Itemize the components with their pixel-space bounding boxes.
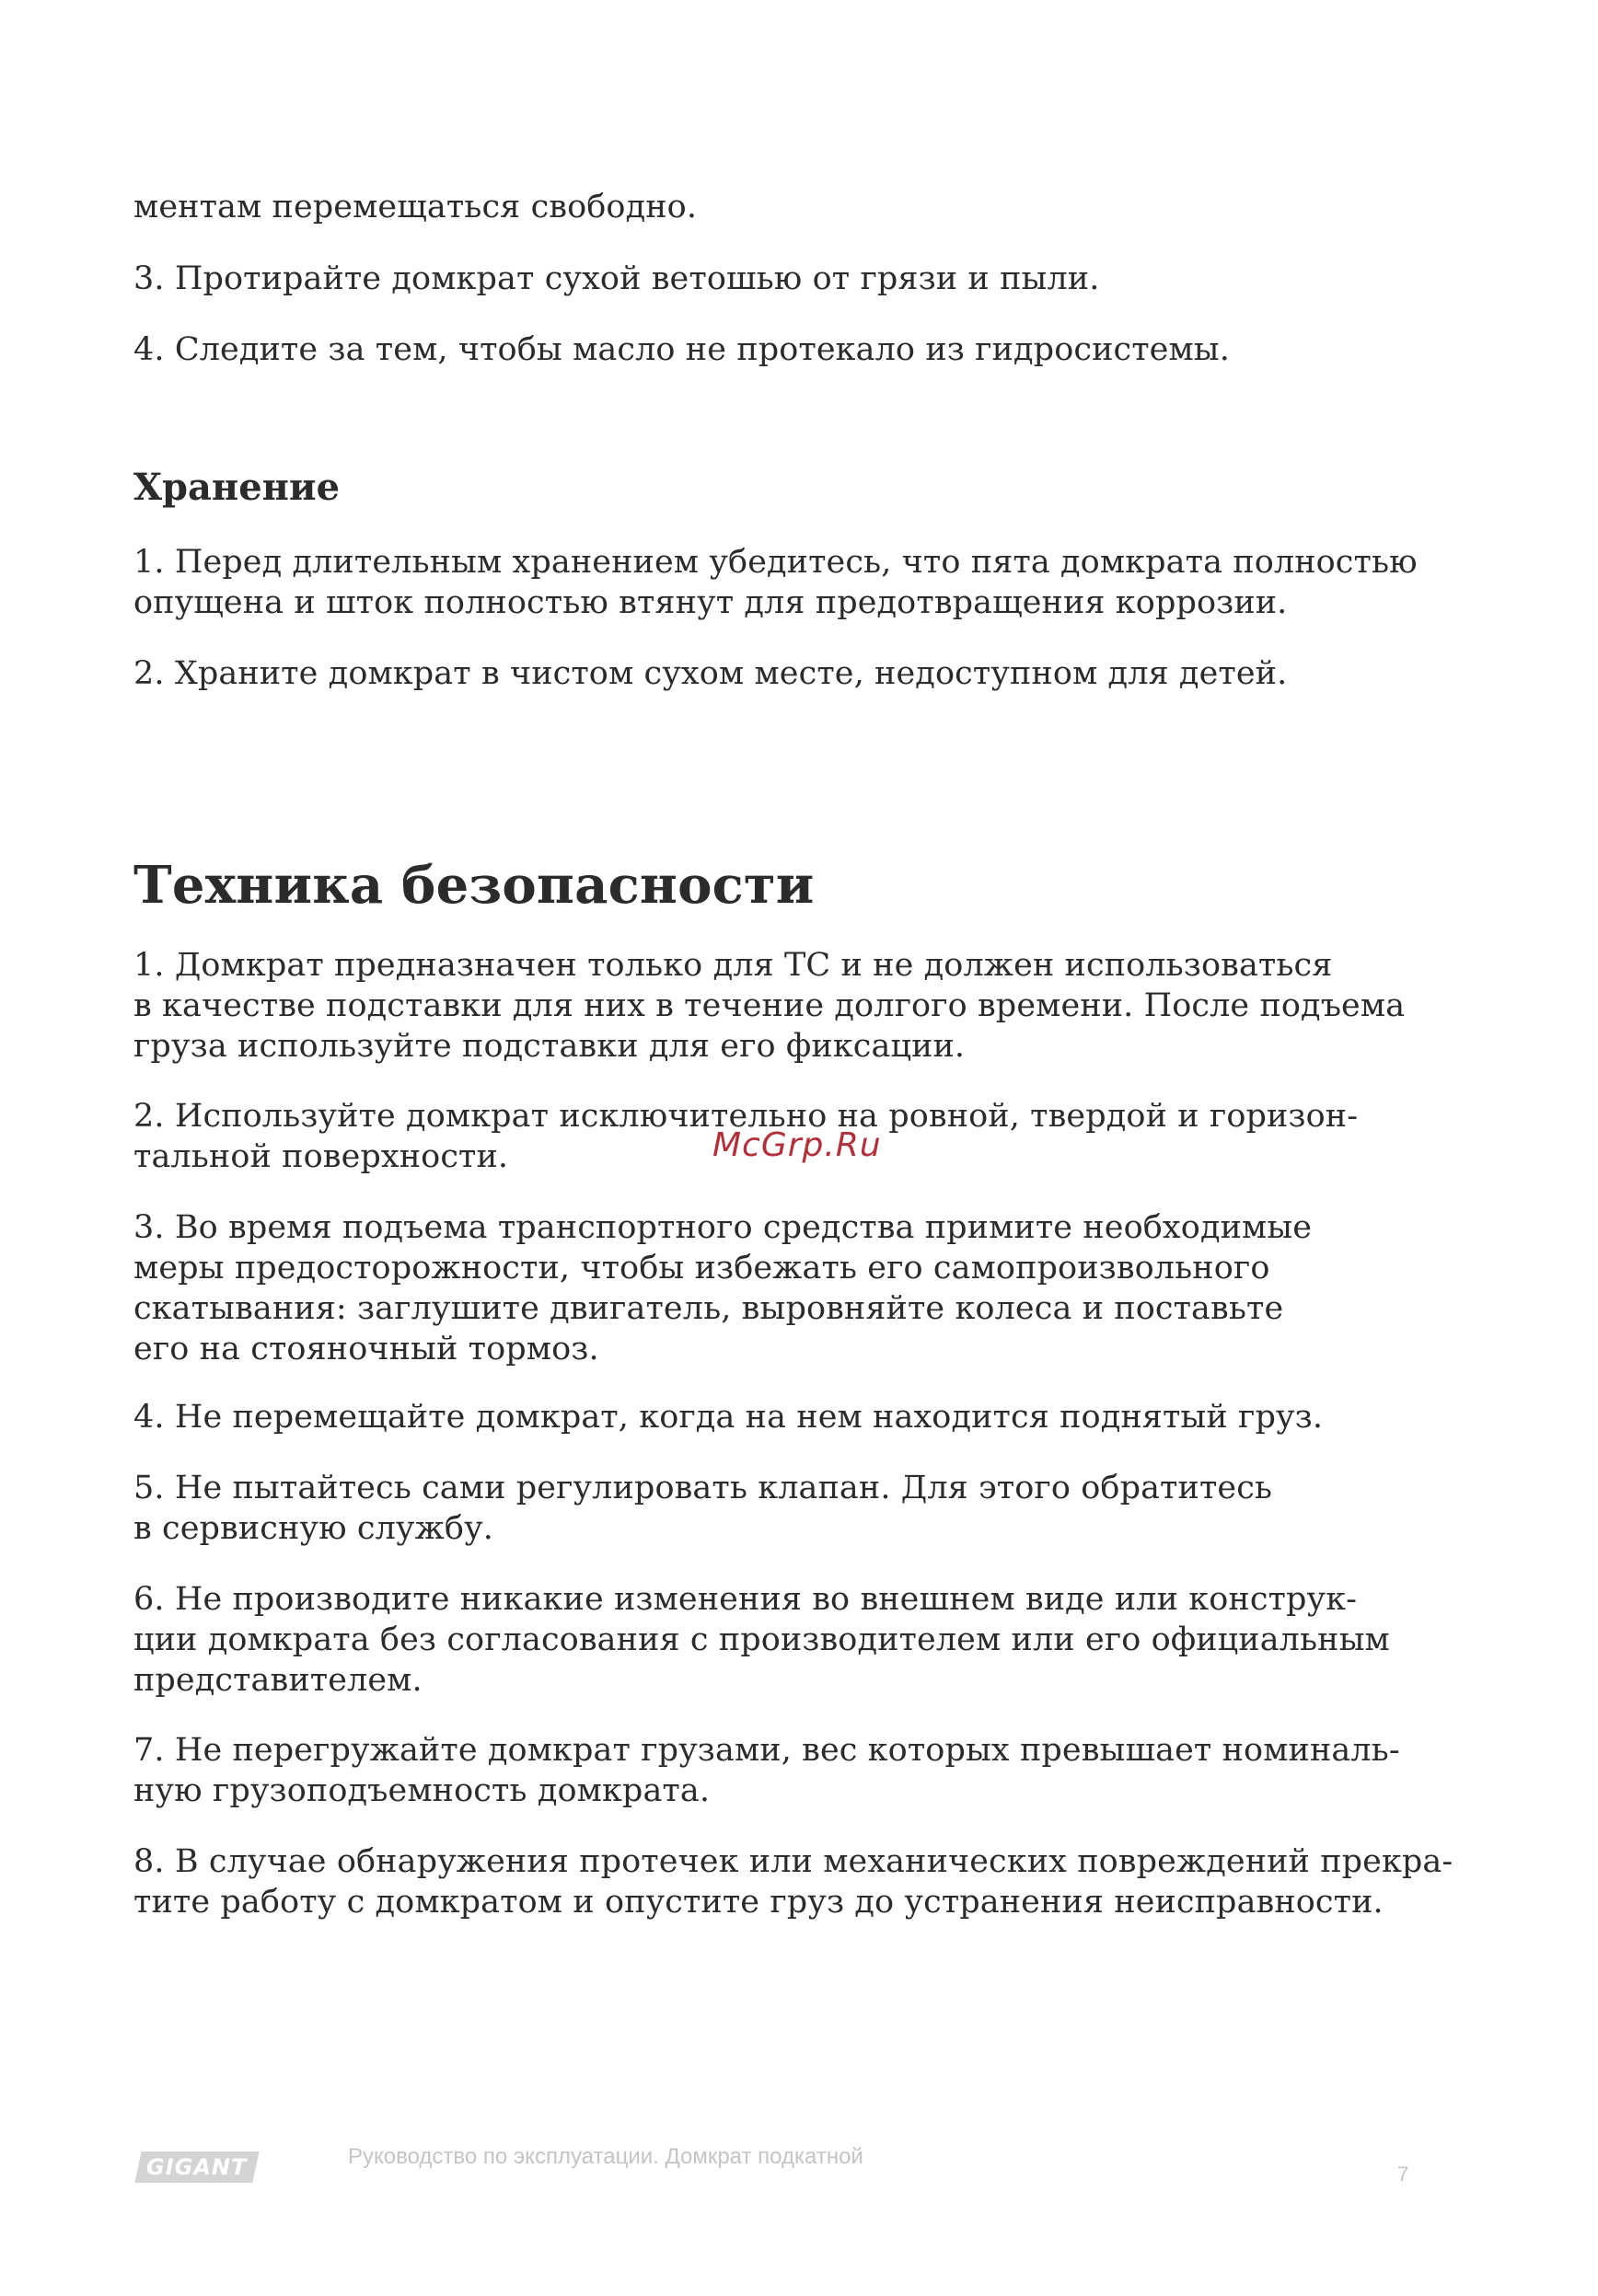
footer-title: Руководство по эксплуатации. Домкрат подкатной bbox=[348, 2144, 863, 2169]
safety-item-2: 2. Используйте домкрат исключительно на ровной, твердой и горизон- тальной поверхности. bbox=[133, 1098, 1359, 1175]
page-number: 7 bbox=[1397, 2163, 1409, 2186]
storage-item-2: 2. Храните домкрат в чистом сухом месте, недоступном для детей. bbox=[133, 655, 1288, 692]
maintenance-item-3: 3. Протирайте домкрат сухой ветошью от грязи и пыли. bbox=[133, 260, 1100, 297]
safety-item-7: 7. Не перегружайте домкрат грузами, вес которых превышает номиналь- ную грузоподъемность домкрата. bbox=[133, 1732, 1400, 1809]
watermark-link[interactable]: McGrp.Ru bbox=[712, 1126, 882, 1164]
maintenance-continuation: ментам перемещаться свободно. bbox=[133, 189, 698, 225]
safety-item-6: 6. Не производите никакие изменения во внешнем виде или конструк- ции домкрата без согласования с производителем или его официальным представителем. bbox=[133, 1581, 1390, 1699]
safety-item-1: 1. Домкрат предназначен только для ТС и не должен использоваться в качестве подставки для них в течение долгого времени. После подъема груза используйте подставки для его фиксации. bbox=[133, 947, 1406, 1065]
gigant-logo bbox=[134, 2152, 259, 2183]
storage-heading: Хранение bbox=[133, 466, 341, 509]
storage-item-1: 1. Перед длительным хранением убедитесь, что пята домкрата полностью опущена и шток полностью втянут для предотвращения коррозии. bbox=[133, 544, 1418, 621]
safety-item-3: 3. Во время подъема транспортного средства примите необходимые меры предосторожности, чтобы избежать его самопроизвольного скатывания: заглушите двигатель, выровняйте колеса и поставьте его на стояночный тормоз. bbox=[133, 1209, 1313, 1367]
safety-heading: Техника безопасности bbox=[133, 855, 815, 916]
maintenance-item-4: 4. Следите за тем, чтобы масло не протекало из гидросистемы. bbox=[133, 331, 1230, 368]
safety-item-4: 4. Не перемещайте домкрат, когда на нем находится поднятый груз. bbox=[133, 1399, 1324, 1436]
safety-item-8: 8. В случае обнаружения протечек или механических повреждений прекра- тите работу с домкратом и опустите груз до устранения неисправности. bbox=[133, 1843, 1453, 1921]
safety-item-5: 5. Не пытайтесь сами регулировать клапан. Для этого обратитесь в сервисную службу. bbox=[133, 1470, 1273, 1547]
logo-text: GIGANT bbox=[146, 2154, 248, 2180]
